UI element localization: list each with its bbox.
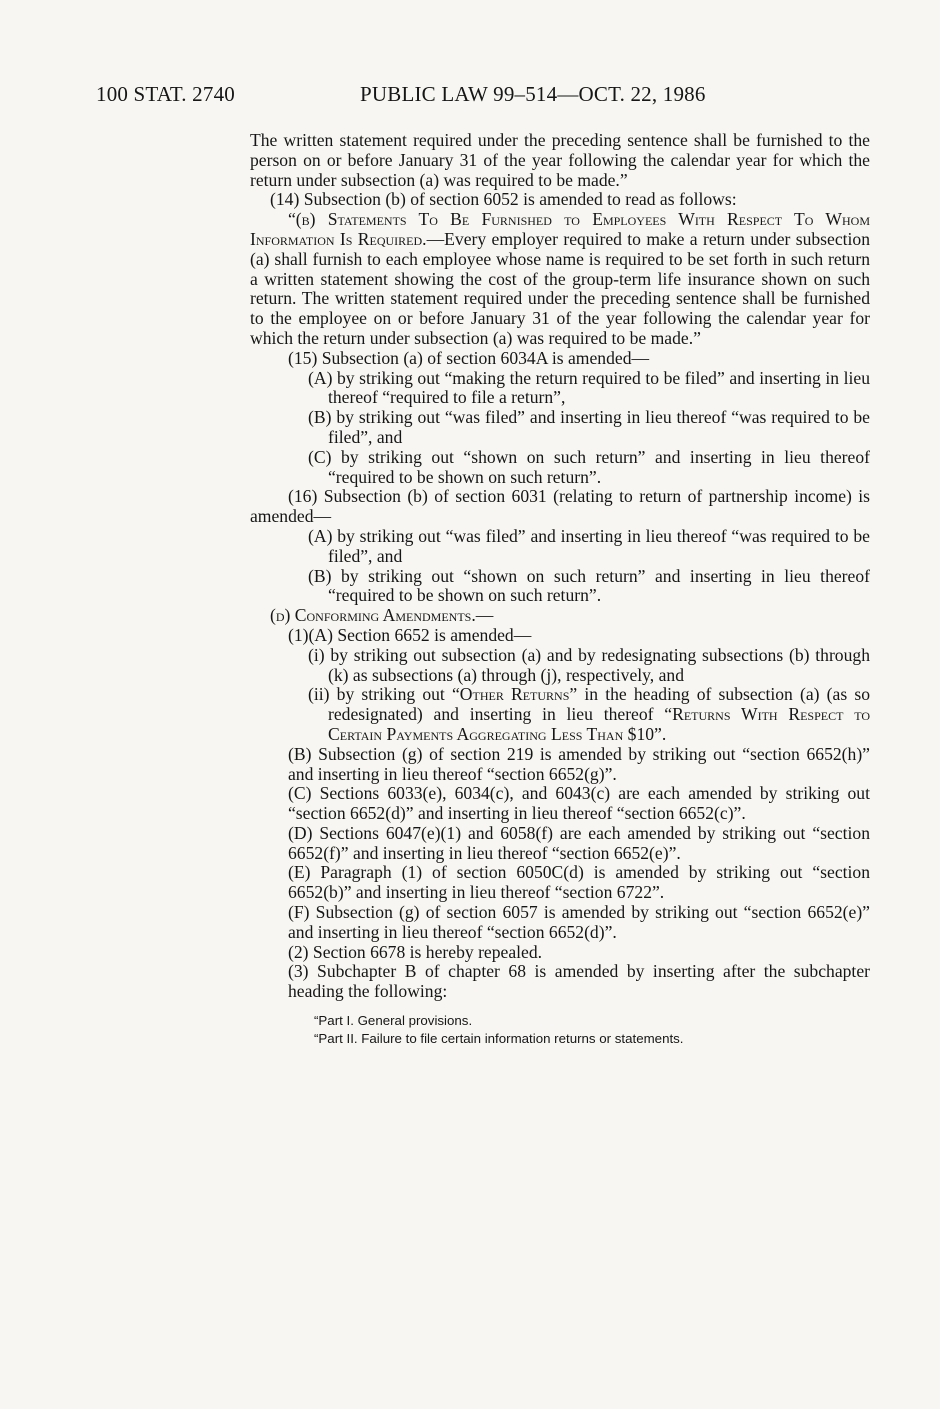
paragraph: (A) by striking out “making the return required to be filed” and inserting in lieu thereof “required to file a return”, xyxy=(308,367,870,408)
text-run: $10”. xyxy=(623,723,667,744)
statute-citation: 100 STAT. 2740 xyxy=(96,82,235,106)
paragraph: (14) Subsection (b) of section 6052 is amended to read as follows: xyxy=(270,189,737,210)
paragraph: (1)(A) Section 6652 is amended— xyxy=(288,624,532,645)
paragraph: (B) by striking out “shown on such return” and inserting in lieu thereof “required to be shown on such return”. xyxy=(308,565,870,606)
paragraph xyxy=(250,210,870,349)
section-text: —Every employer required to make a return under subsection (a) shall furnish to each employee whose name is required to be set forth in such return a written statement showing the cost of the group-term life insurance shown on such return. The written statement required under the preceding sentence shall be furnished to the employee on or before January 31 of the year following the calendar year for which the return under subsection (a) was required to be made.” xyxy=(250,228,871,348)
paragraph: (2) Section 6678 is hereby repealed. xyxy=(288,941,543,962)
paragraph: (D) Sections 6047(e)(1) and 6058(f) are each amended by striking out “section 6652(f)” and inserting in lieu thereof “section 6652(e)”. xyxy=(288,822,870,863)
paragraph xyxy=(250,606,870,626)
table-of-parts xyxy=(250,1012,870,1048)
paragraph: The written statement required under the preceding sentence shall be furnished to the person on or before January 31 of the year following the calendar year for which the return under subsection (a) was required to be made.” xyxy=(250,130,870,190)
text-run-smallcaps: Other Returns xyxy=(459,684,570,705)
law-text xyxy=(250,131,870,1048)
paragraph: (C) by striking out “shown on such return” and inserting in lieu thereof “required to be shown on such return”. xyxy=(308,446,870,487)
paragraph: (A) by striking out “was filed” and inserting in lieu thereof “was required to be filed”, and xyxy=(308,525,870,566)
paragraph: (F) Subsection (g) of section 6057 is amended by striking out “section 6652(e)” and inserting in lieu thereof “section 6652(d)”. xyxy=(288,902,870,942)
public-law-title: PUBLIC LAW 99–514—OCT. 22, 1986 xyxy=(360,82,706,106)
paragraph: (3) Subchapter B of chapter 68 is amended by inserting after the subchapter heading the following: xyxy=(288,961,870,1002)
paragraph: (15) Subsection (a) of section 6034A is amended— xyxy=(288,347,650,368)
toc-item: “Part I. General provisions. xyxy=(314,1013,473,1029)
paragraph: (B) by striking out “was filed” and inserting in lieu thereof “was required to be filed”, and xyxy=(308,407,870,447)
section-heading: “(b) Statements To Be Furnished to Employees With Respect To Whom Information Is Required. xyxy=(250,209,870,249)
paragraph: (16) Subsection (b) of section 6031 (relating to return of partnership income) is amended— xyxy=(250,486,870,527)
text-run: ” in the heading of subsection (a) (as so redesignated) and inserting in lieu thereof “ xyxy=(328,684,870,725)
paragraph: (B) Subsection (g) of section 219 is amended by striking out “section 6652(h)” and inserting in lieu thereof “section 6652(g)”. xyxy=(288,743,870,784)
paragraph: (i) by striking out subsection (a) and by redesignating subsections (b) through (k) as subsections (a) through (j), respectively, and xyxy=(308,644,870,685)
paragraph: (E) Paragraph (1) of section 6050C(d) is amended by striking out “section 6652(b)” and inserting in lieu thereof “section 6722”. xyxy=(288,862,870,903)
text-run: (ii) by striking out “ xyxy=(308,684,460,705)
text-run-smallcaps: Returns With Respect to Certain Payments Aggregating Less Than xyxy=(328,704,870,744)
section-text: — xyxy=(475,605,494,626)
section-heading: (d) Conforming Amendments. xyxy=(270,605,476,626)
toc-item: “Part II. Failure to file certain information returns or statements. xyxy=(314,1031,684,1047)
page-header xyxy=(96,82,776,112)
paragraph: (C) Sections 6033(e), 6034(c), and 6043(c) are each amended by striking out “section 6652(d)” and inserting in lieu thereof “section 6652(c)”. xyxy=(288,783,870,824)
paragraph xyxy=(250,685,870,744)
